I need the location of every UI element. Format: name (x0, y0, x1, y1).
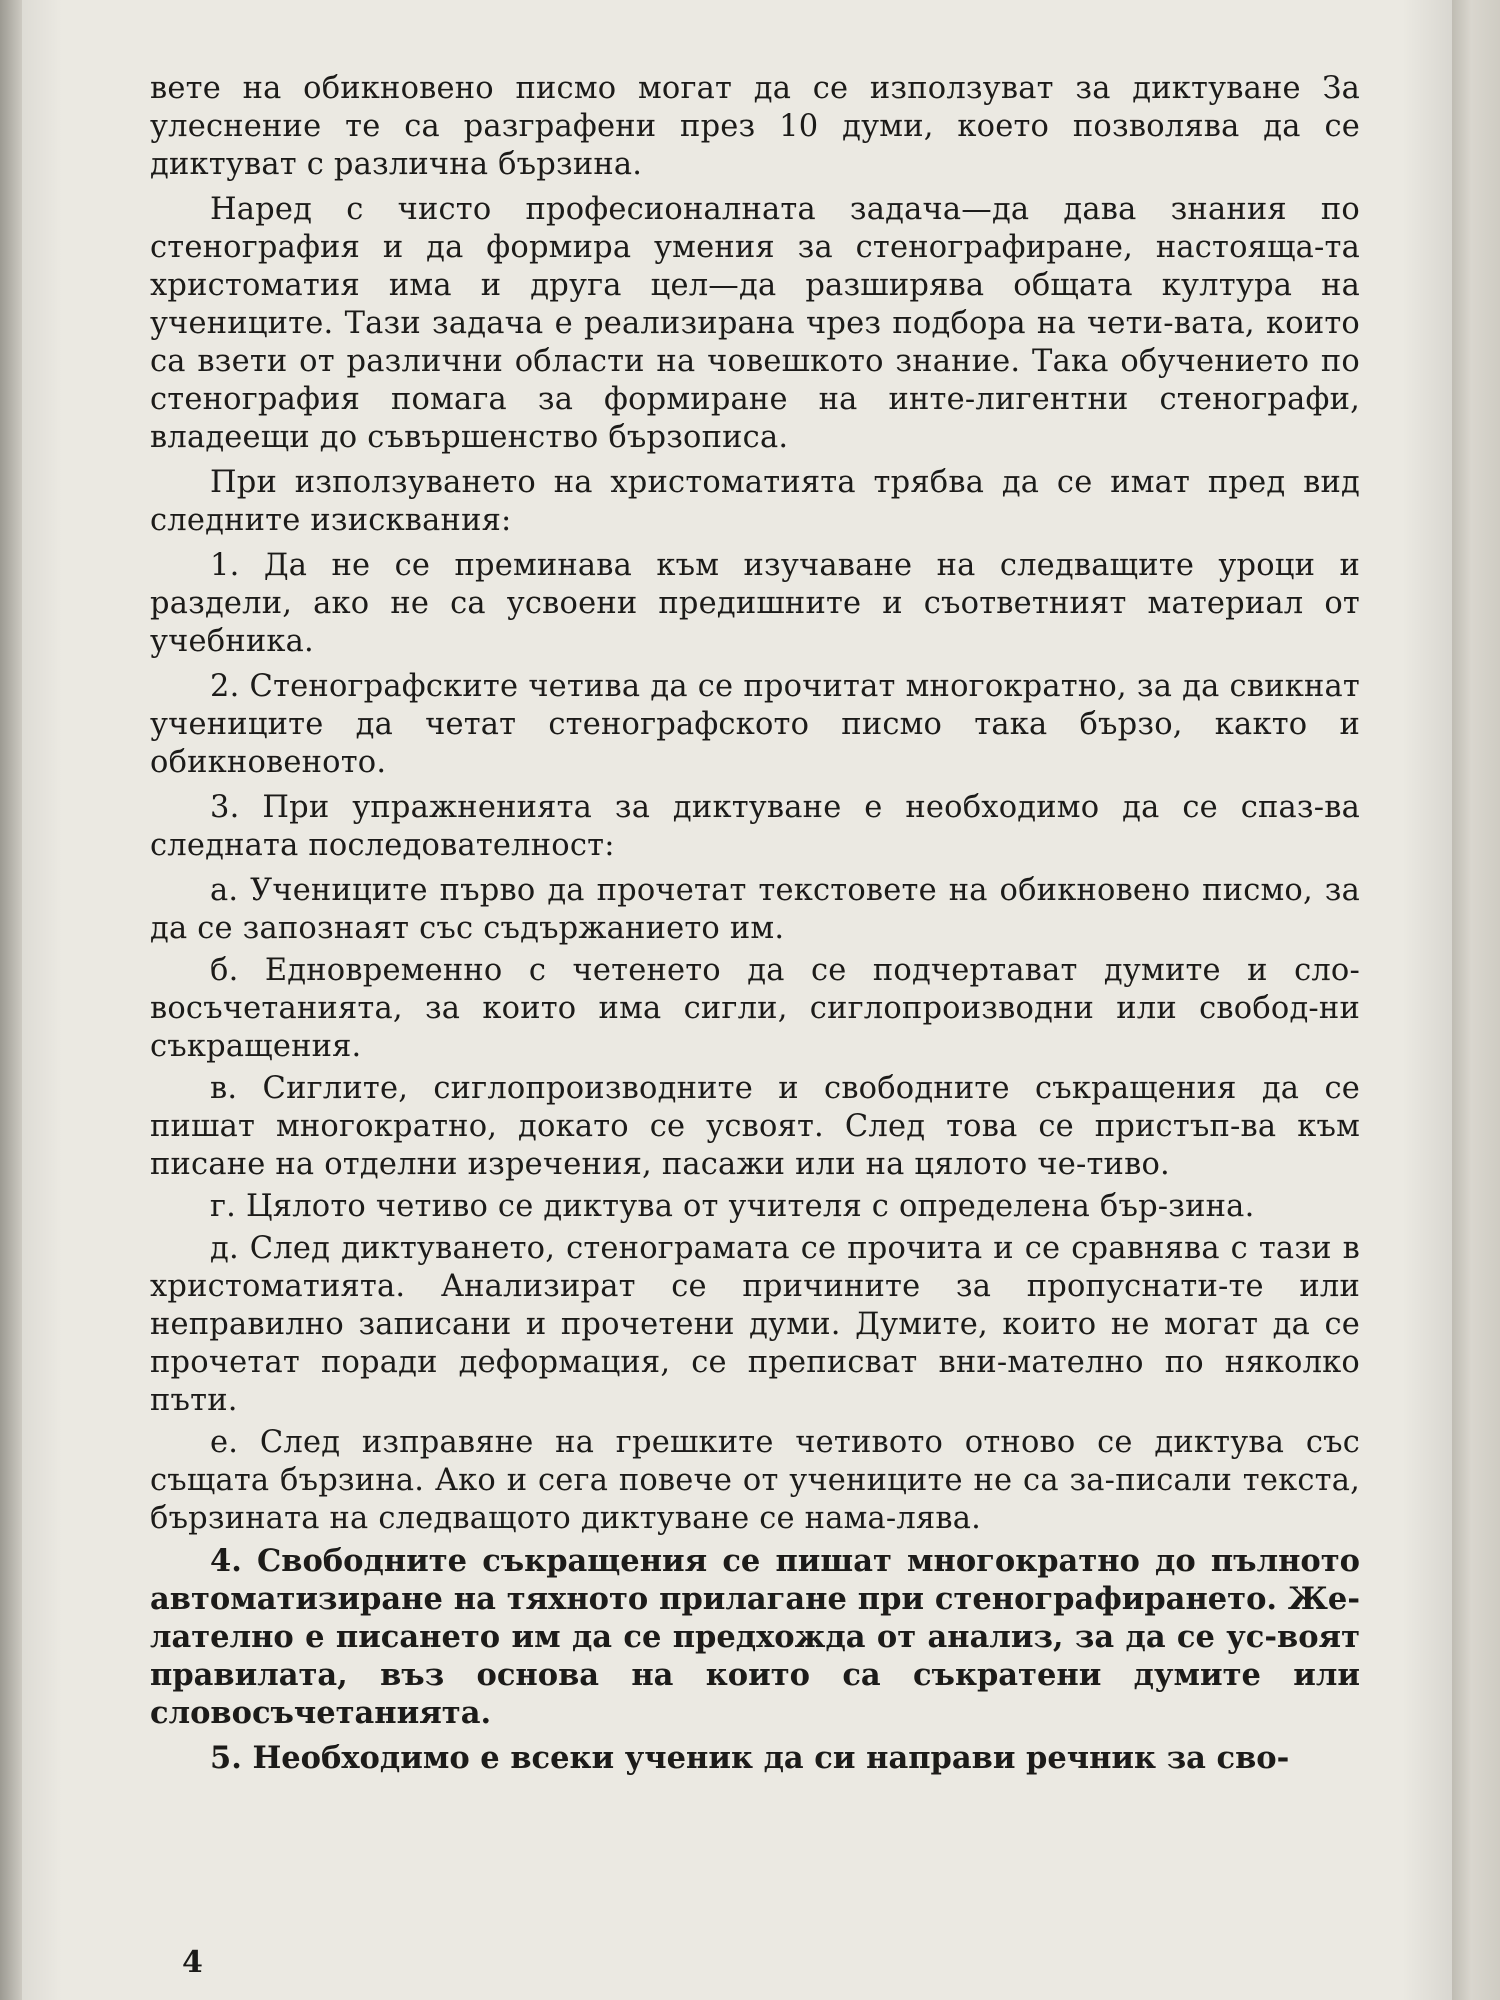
requirement-3-v: в. Сиглите, сиглопроизводните и свободните съкращения да се пишат многократно, докато се усвоят. След това се пристъп-ва към писане на отделни изречения, пасажи или на цялото че-тиво. (150, 1071, 1360, 1182)
requirement-2: 2. Стенографските четива да се прочитат многократно, за да свикнат учениците да четат стенографското писмо така бързо, както и обикновеното. (150, 669, 1360, 780)
page-body (150, 70, 1360, 1784)
requirement-3-b: б. Едновременно с четенето да се подчертават думите и сло-восъчетанията, за които има сигли, сиглопроизводни или свобод-ни съкращения. (150, 953, 1360, 1064)
requirement-3-g: г. Цялото четиво се диктува от учителя с определена бър-зина. (210, 1189, 1255, 1224)
paragraph-intro: вете на обикновено писмо могат да се използуват за диктуване За улеснение те са разграфени през 10 думи, което позволява да се диктуват с различна бързина. (150, 71, 1360, 182)
requirement-3-e: е. След изправяне на грешките четивото отново се диктува със същата бързина. Ако и сега повече от учениците не са за-писали текста, бързината на следващото диктуване се нама-лява. (150, 1425, 1360, 1536)
paragraph-purpose: Наред с чисто професионалната задача—да дава знания по стенография и да формира умения за стенографиране, настояща-та христоматия има и друга цел—да разширява общата култура на учениците. Тази задача е реализирана чрез подбора на чети-вата, които са взети от различни области на човешкото знание. Така обучението по стенография помага за формиране на инте-лигентни стенографи, владеещи до съвършенство бързописа. (150, 192, 1360, 455)
requirement-3: 3. При упражненията за диктуване е необходимо да се спаз-ва следната последователност: (150, 790, 1360, 863)
page-number: 4 (182, 1945, 203, 1980)
requirement-5: 5. Необходимо е всеки ученик да си направи речник за сво- (210, 1740, 1290, 1776)
requirement-1: 1. Да не се преминава към изучаване на следващите уроци и раздели, ако не са усвоени предишните и съответният материал от учебника. (150, 548, 1360, 659)
paragraph-requirements-lead: При използуването на христоматията трябва да се имат пред вид следните изисквания: (150, 465, 1360, 538)
page-edge (1452, 0, 1500, 2000)
requirement-3-d: д. След диктуването, стенограмата се прочита и се сравнява с тази в христоматията. Анализират се причините за пропуснати-те или неправилно записани и прочетени думи. Думите, които не могат да се прочетат поради деформация, се преписват вни-мателно по няколко пъти. (150, 1231, 1360, 1418)
requirement-4: 4. Свободните съкращения се пишат многократно до пълното автоматизиране на тяхното прилагане при стенографирането. Же-лателно е писането им да се предхожда от анализ, за да се ус-воят правилата, въз основа на които са съкратени думите или словосъчетанията. (150, 1543, 1360, 1731)
requirement-3-a: а. Учениците първо да прочетат текстовете на обикновено писмо, за да се запознаят със съдържанието им. (150, 873, 1360, 946)
